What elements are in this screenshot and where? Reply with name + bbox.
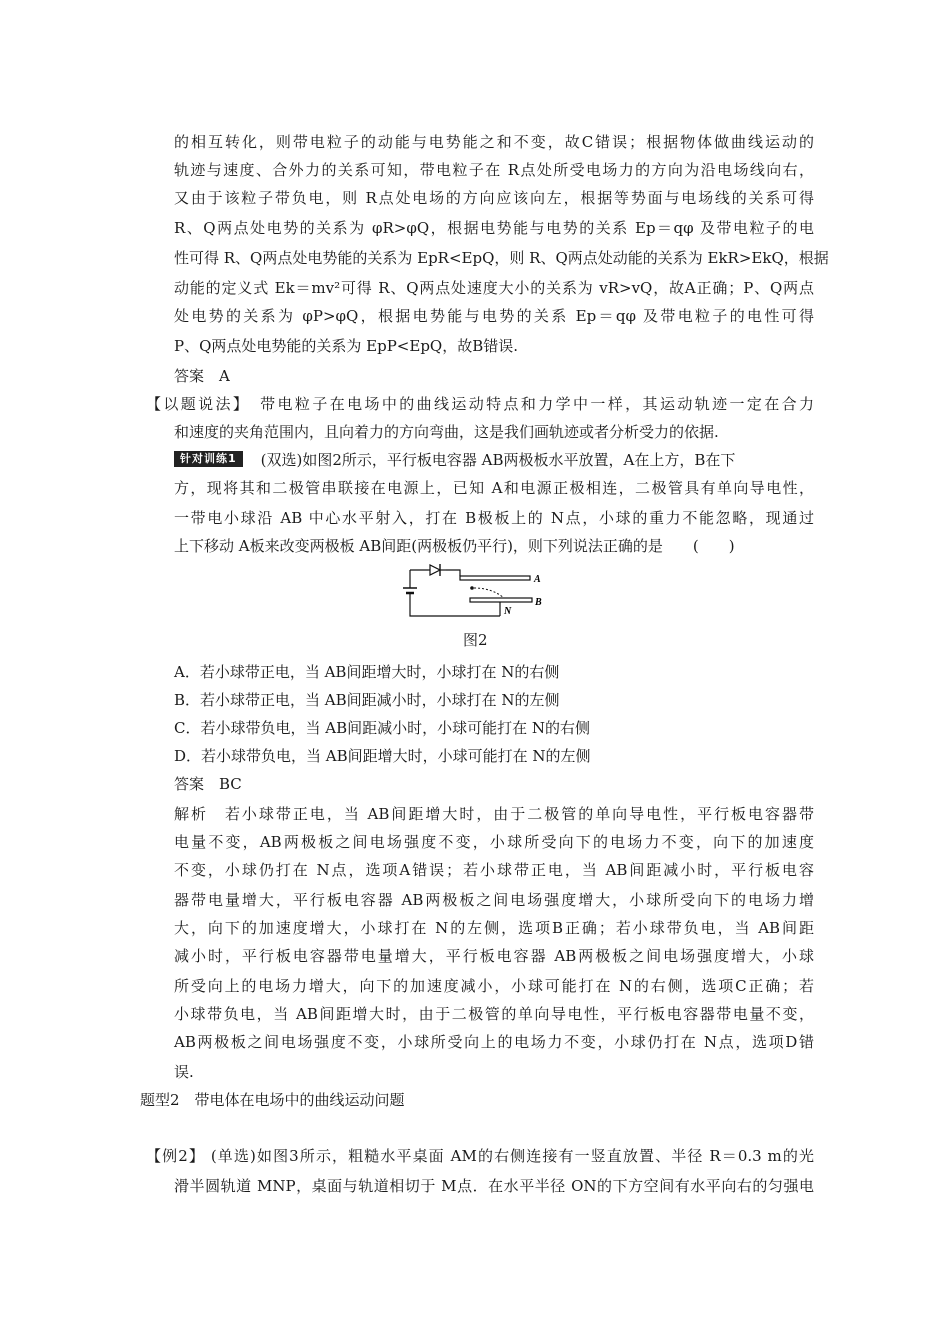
analysis-line: 大，向下的加速度增大，小球打在 N的左侧，选项B正确；若小球带负电，当 AB间距 [174, 919, 814, 937]
analysis-line: 不变，小球仍打在 N点，选项A错误；若小球带正电，当 AB间距减小时，平行板电容 [174, 861, 814, 879]
practice-tag: 针对训练1 [174, 451, 243, 467]
analysis-line: 误. [174, 1063, 194, 1081]
answer-1: 答案 A [174, 367, 230, 385]
plate-b [470, 598, 532, 602]
paragraph-line: 的相互转化，则带电粒子的动能与电势能之和不变，故C错误；根据物体做曲线运动的 [174, 133, 814, 151]
charged-ball [470, 586, 474, 590]
analysis-line: 小球带负电，当 AB间距增大时，由于二极管的单向导电性，平行板电容器带电量不变， [174, 1005, 814, 1023]
paragraph-line: 性可得 R、Q两点处电势能的关系为 EpR<EpQ，则 R、Q两点处动能的关系为 EkR>EkQ，根据 [174, 249, 829, 267]
diode-icon [430, 565, 440, 575]
example-line: 滑半圆轨道 MNP，桌面与轨道相切于 M点．在水平半径 ON的下方空间有水平向右的匀强电 [174, 1177, 814, 1195]
practice-first-line [174, 446, 814, 474]
label-a: A [534, 574, 541, 585]
analysis-line: AB两极板之间电场强度不变，小球所受向上的电场力不变，小球仍打在 N点，选项D错 [174, 1033, 814, 1051]
practice-line: (双选)如图2所示，平行板电容器 AB两极板水平放置，A在上方，B在下 [260, 451, 736, 469]
paragraph-line: R、Q两点处电势的关系为 φR>φQ，根据电势能与电势的关系 Ep＝qφ 及带电粒子的电 [174, 219, 814, 237]
capacitor-circuit-figure [400, 558, 550, 622]
example-line: 【例2】 (单选)如图3所示，粗糙水平桌面 AM的右侧连接有一竖直放置、半径 R＝0.3 m的光 [146, 1147, 814, 1165]
practice-line: 上下移动 A板来改变两极板 AB间距(两极板仍平行)，则下列说法正确的是 ( ) [174, 537, 735, 555]
option-a: A．若小球带正电，当 AB间距增大时，小球打在 N的右侧 [174, 663, 560, 681]
option-c: C．若小球带负电，当 AB间距减小时，小球可能打在 N的右侧 [174, 719, 590, 737]
label-b: B [535, 597, 542, 608]
option-b: B．若小球带正电，当 AB间距减小时，小球打在 N的左侧 [174, 691, 560, 709]
practice-line: 方，现将其和二极管串联接在电源上，已知 A和电源正极相连，二极管具有单向导电性， [174, 479, 814, 497]
figure-caption: 图2 [463, 631, 488, 649]
ball-trajectory [474, 588, 504, 598]
paragraph-line: 轨迹与速度、合外力的关系可知，带电粒子在 R点处所受电场力的方向为沿电场线向右， [174, 161, 814, 179]
analysis-line: 所受向上的电场力增大，向下的加速度减小，小球可能打在 N的右侧，选项C正确；若 [174, 977, 814, 995]
lesson-line: 和速度的夹角范围内，且向着力的方向弯曲，这是我们画轨迹或者分析受力的依据. [174, 423, 719, 441]
paragraph-line: 又由于该粒子带负电，则 R点处电场的方向应该向左，根据等势面与电场线的关系可得 [174, 189, 814, 207]
section-heading: 题型2 带电体在电场中的曲线运动问题 [140, 1091, 405, 1109]
plate-a [460, 576, 530, 580]
label-n: N [504, 606, 512, 617]
analysis-line: 减小时，平行板电容器带电量增大，平行板电容器 AB两极板之间电场强度增大，小球 [174, 947, 814, 965]
answer-2: 答案 BC [174, 775, 242, 793]
analysis-line: 解析 若小球带正电，当 AB间距增大时，由于二极管的单向导电性，平行板电容器带 [174, 805, 814, 823]
wire-top-right [446, 570, 460, 576]
analysis-line: 器带电量增大，平行板电容器 AB两极板之间电场强度增大，小球所受向下的电场力增 [174, 891, 814, 909]
analysis-line: 电量不变，AB两极板之间电场强度不变，小球所受向下的电场力不变，向下的加速度 [174, 833, 814, 851]
lesson-line: 【以题说法】 带电粒子在电场中的曲线运动特点和力学中一样，其运动轨迹一定在合力 [146, 395, 814, 413]
option-d: D．若小球带负电，当 AB间距增大时，小球可能打在 N的左侧 [174, 747, 591, 765]
paragraph-line: 处电势的关系为 φP>φQ，根据电势能与电势的关系 Ep＝qφ 及带电粒子的电性可得 [174, 307, 814, 325]
paragraph-line: P、Q两点处电势能的关系为 EpP<EpQ，故B错误. [174, 337, 519, 355]
practice-line: 一带电小球沿 AB 中心水平射入，打在 B极板上的 N点，小球的重力不能忽略，现通过 [174, 509, 814, 527]
paragraph-line: 动能的定义式 Ek＝mv²可得 R、Q两点处速度大小的关系为 vR>vQ，故A正确；P、Q两点 [174, 279, 814, 297]
